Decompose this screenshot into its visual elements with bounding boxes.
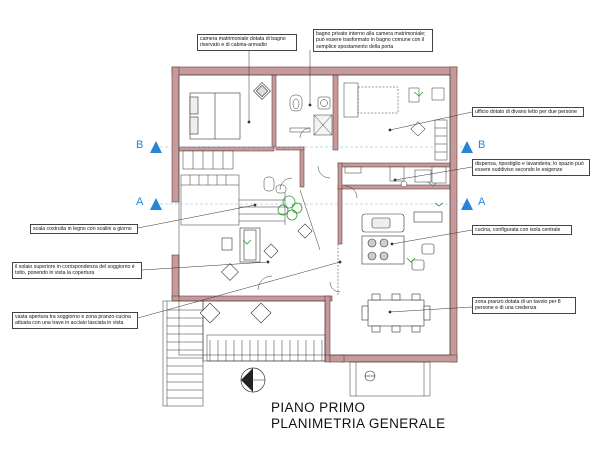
note-opening: vasta apertura tra soggiorno e zona pranzo-cucina attuata con una trave in acciaio lasciata in vista [12,312,138,329]
office-furniture [344,83,447,160]
balcony-furniture [200,303,375,381]
section-label-b-left: B [136,139,144,151]
note-bathroom: bagno privato interno alla camera matrimoniale; può essere trasformato in bagno comune con il semplice spostamento della porta [313,29,433,52]
note-ceiling: il solaio superiore in corrispondenza del soggiorno è tolto, ponendo in vista la copertura [12,262,142,279]
plan-title-line1: PIANO PRIMO [271,400,366,415]
north-arrow-icon [241,368,265,392]
note-dining: zona pranzo dotata di un tavolo per 8 persone e di una credenza [472,297,576,314]
armchair-bedroom [254,83,271,100]
section-label-a-right: A [478,196,486,208]
note-pantry: dispensa, ripostiglio e lavanderia; lo spazio può essere suddiviso secondo le esigenze [472,159,590,176]
dining-table [362,294,430,332]
note-stair: scala costruita in legno con scalini a giorno [30,224,138,234]
note-bedroom: camera matrimoniale dotata di bagno riservato e di cabina-armadio [197,34,297,51]
leader-lines [138,50,472,318]
note-office: ufficio dotato di divano letto per due persone [472,107,584,117]
section-label-a-left: A [136,196,144,208]
bed [190,93,240,139]
kitchen-island [362,212,442,270]
living-sofa [222,224,313,281]
plan-title-line2: PLANIMETRIA GENERALE [271,416,446,431]
wardrobe [183,151,233,169]
note-kitchen: cucina, configurata con isola centrale [472,225,572,235]
section-label-b-right: B [478,139,486,151]
